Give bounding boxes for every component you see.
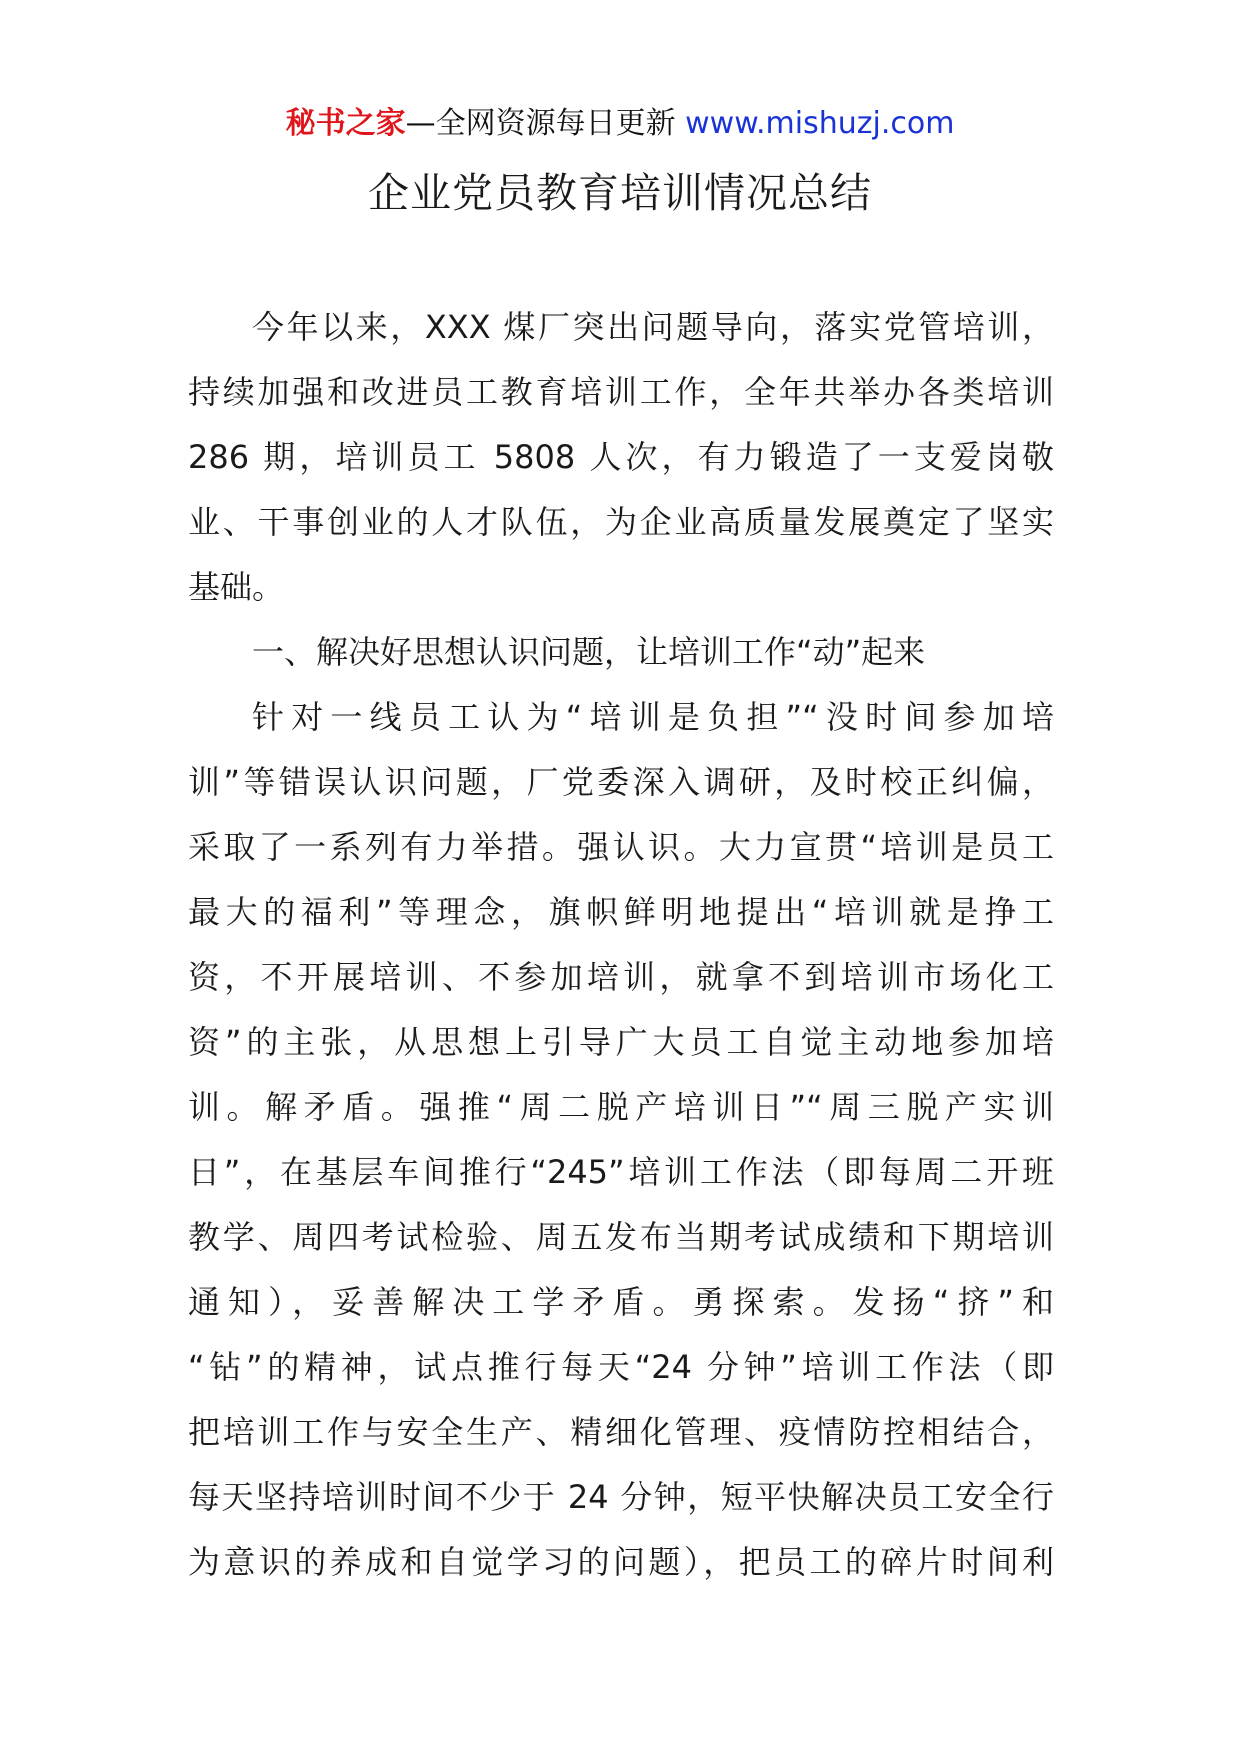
section-1-heading: 一、解决好思想认识问题，让培训工作“动”起来 [252, 633, 926, 671]
site-header [0, 104, 1240, 144]
paragraph-2-line-2: 训”等错误认识问题，厂党委深入调研，及时校正纠偏， [188, 763, 1054, 801]
paragraph-2-line-9: 教学、周四考试检验、周五发布当期考试成绩和下期培训 [188, 1218, 1054, 1256]
paragraph-2-line-11: “钻”的精神，试点推行每天“24 分钟”培训工作法（即 [188, 1348, 1054, 1386]
header-tagline: —全网资源每日更新 [405, 106, 676, 141]
paragraph-2-line-4: 最大的福利”等理念，旗帜鲜明地提出“培训就是挣工 [188, 893, 1054, 931]
paragraph-2-line-7: 训。解矛盾。强推“周二脱产培训日”“周三脱产实训 [188, 1088, 1054, 1126]
paragraph-2-line-1: 针对一线员工认为“培训是负担”“没时间参加培 [252, 698, 1054, 736]
paragraph-2-line-12: 把培训工作与安全生产、精细化管理、疫情防控相结合， [188, 1413, 1054, 1451]
paragraph-1-line-4: 业、干事创业的人才队伍，为企业高质量发展奠定了坚实 [188, 503, 1054, 541]
paragraph-1-line-3: 286 期，培训员工 5808 人次，有力锻造了一支爱岗敬 [188, 438, 1054, 476]
paragraph-2-line-5: 资，不开展培训、不参加培训，就拿不到培训市场化工 [188, 958, 1054, 996]
paragraph-2-line-14: 为意识的养成和自觉学习的问题），把员工的碎片时间利 [188, 1543, 1054, 1581]
paragraph-1-line-5: 基础。 [188, 568, 285, 606]
paragraph-1-line-2: 持续加强和改进员工教育培训工作，全年共举办各类培训 [188, 373, 1054, 411]
document-body [188, 295, 1054, 1595]
paragraph-2-line-6: 资”的主张，从思想上引导广大员工自觉主动地参加培 [188, 1023, 1054, 1061]
paragraph-2-line-8: 日”，在基层车间推行“245”培训工作法（即每周二开班 [188, 1153, 1054, 1191]
site-url-link[interactable]: www.mishuzj.com [685, 106, 955, 141]
paragraph-2-line-13: 每天坚持培训时间不少于 24 分钟，短平快解决员工安全行 [188, 1478, 1054, 1516]
paragraph-2-line-3: 采取了一系列有力举措。强认识。大力宣贯“培训是员工 [188, 828, 1054, 866]
brand-name: 秘书之家 [285, 106, 406, 141]
paragraph-2-line-10: 通知），妥善解决工学矛盾。勇探索。发扬“挤”和 [188, 1283, 1054, 1321]
paragraph-1-line-1: 今年以来，XXX 煤厂突出问题导向，落实党管培训， [252, 308, 1054, 346]
document-title: 企业党员教育培训情况总结 [368, 169, 872, 217]
